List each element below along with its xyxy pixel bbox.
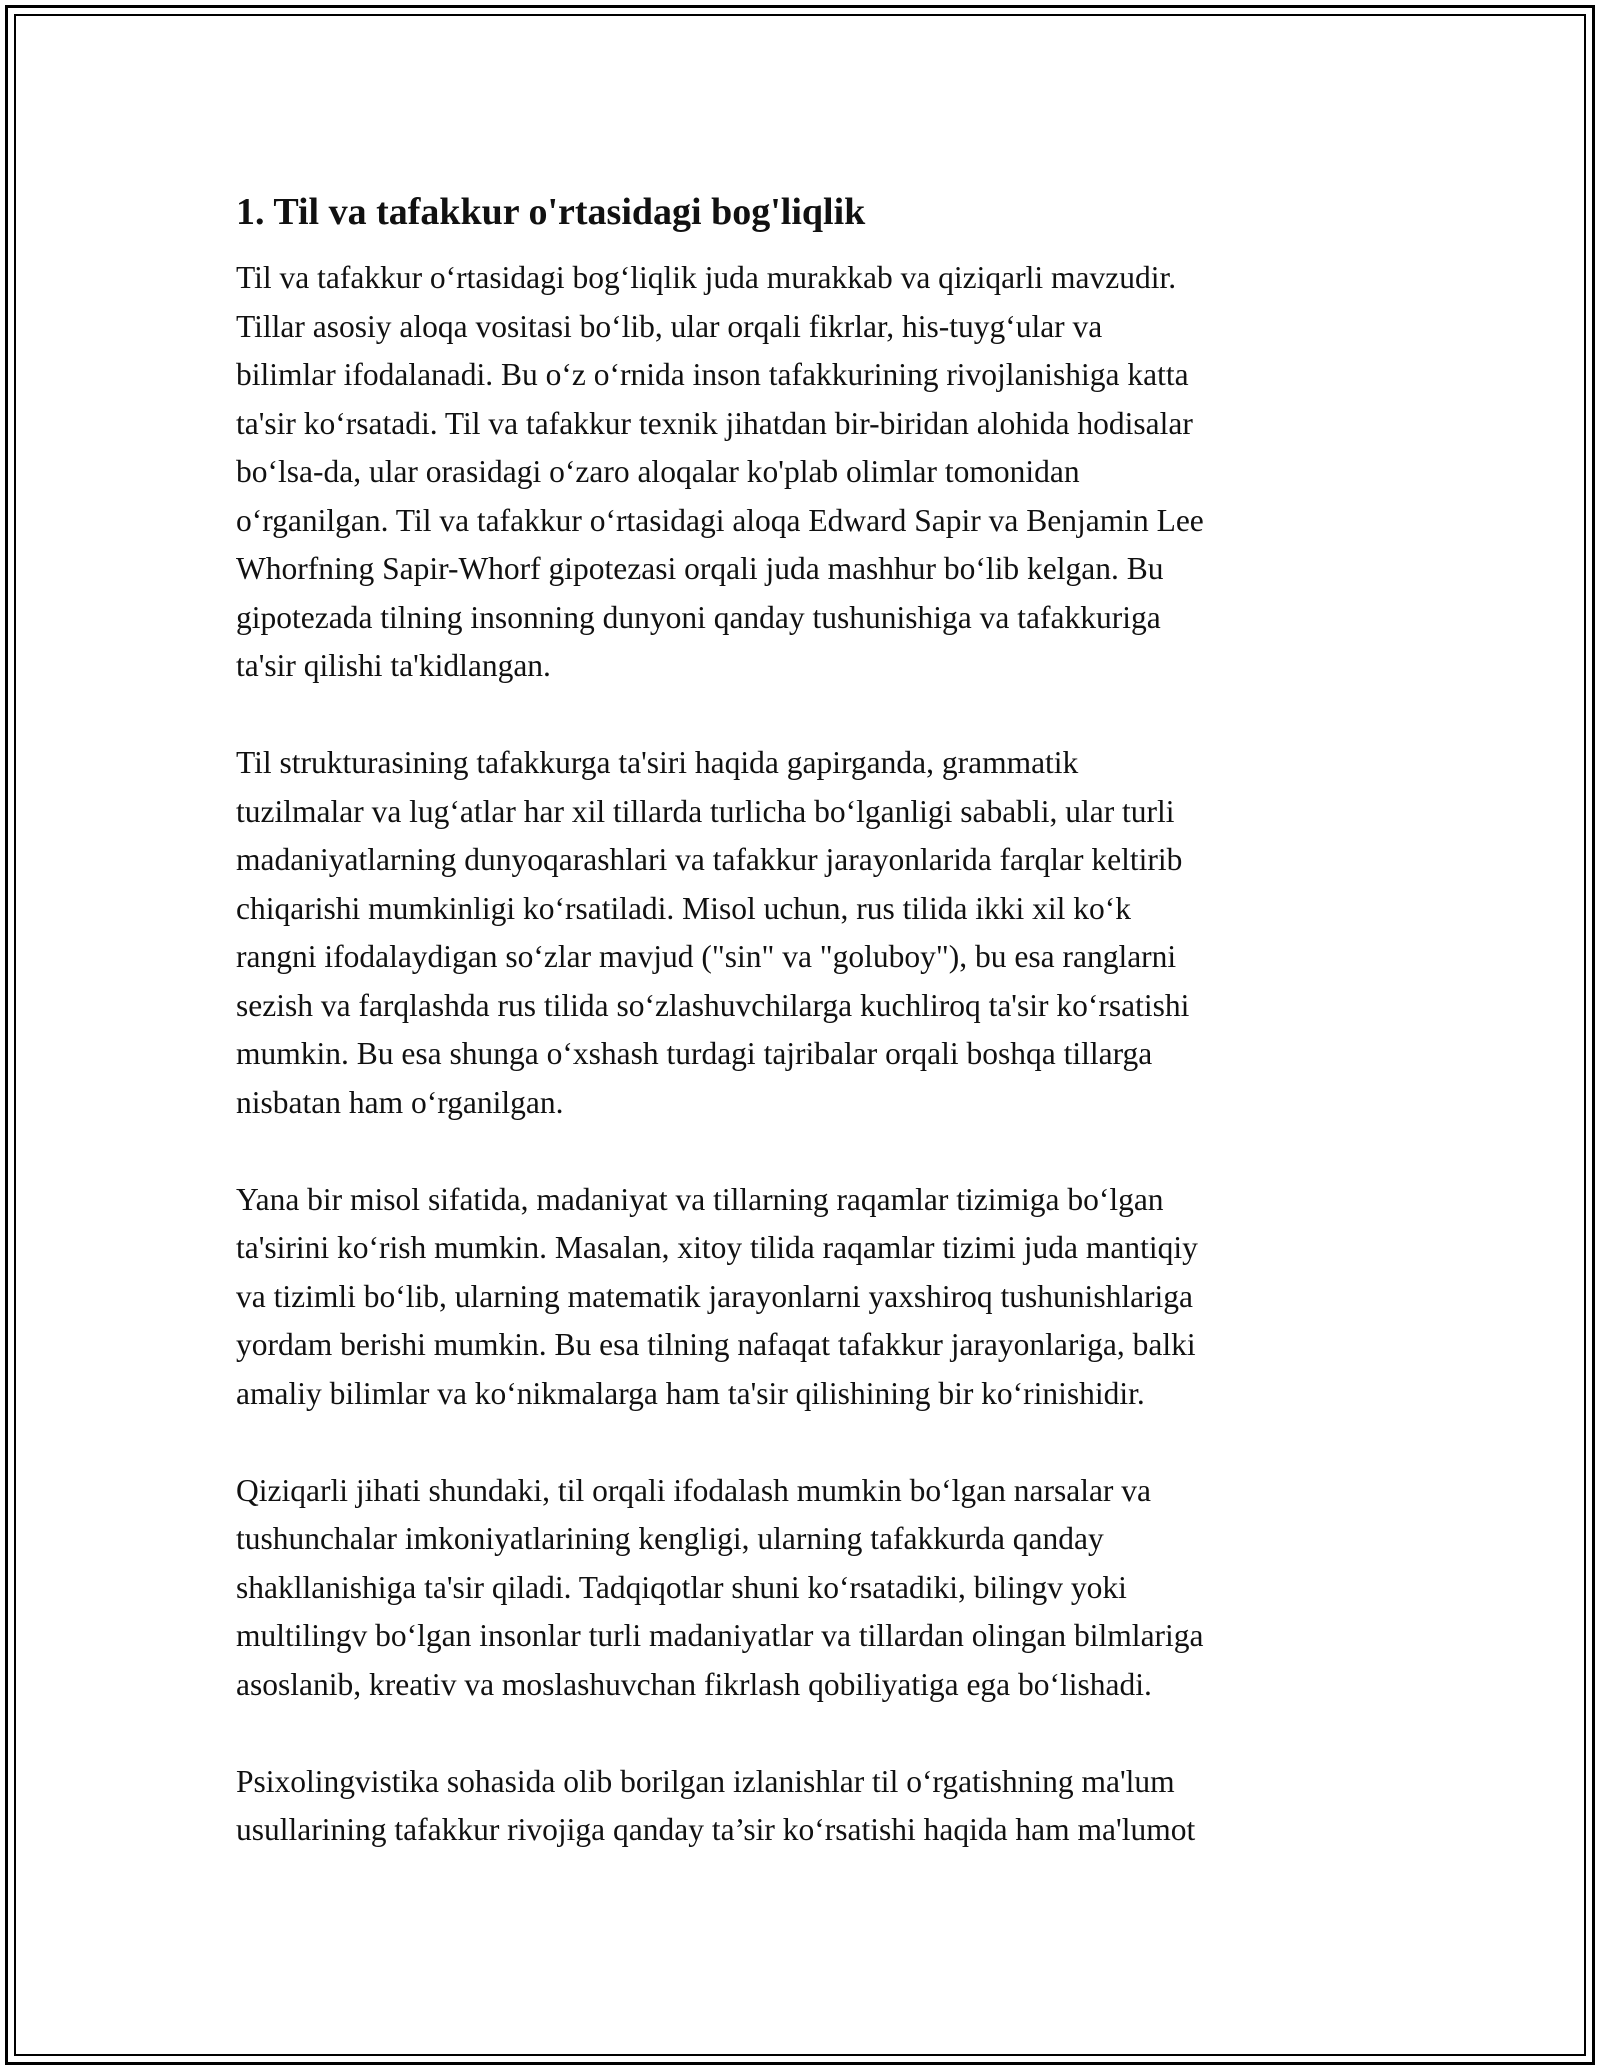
paragraph-1: Til va tafakkur o‘rtasidagi bog‘liqlik juda murakkab va qiziqarli mavzudir. Tillar asosiy aloqa vositasi bo‘lib, ular orqali fikrlar, his-tuyg‘ular va bilimlar ifodalanadi. Bu o‘z o‘rnida inson tafakkurining rivojlanishiga katta ta'sir ko‘rsatadi. Til va tafakkur texnik jihatdan bir-biridan alohida hodisalar bo‘lsa-da, ular orasidagi o‘zaro aloqalar ko'plab olimlar tomonidan o‘rganilgan. Til va tafakkur o‘rtasidagi aloqa Edward Sapir va Benjamin Lee Whorfning Sapir-Whorf gipotezasi orqali juda mashhur bo‘lib kelgan. Bu gipotezada tilning insonning dunyoni qanday tushunishiga va tafakkuriga ta'sir qilishi ta'kidlangan. — [236, 260, 1204, 683]
page-title: 1. Til va tafakkur o'rtasidagi bog'liqlik — [236, 191, 866, 233]
paragraph-3: Yana bir misol sifatida, madaniyat va tillarning raqamlar tizimiga bo‘lgan ta'sirini ko‘rish mumkin. Masalan, xitoy tilida raqamlar tizimi juda mantiqiy va tizimli bo‘lib, ularning matematik jarayonlarni yaxshiroq tushunishlariga yordam berishi mumkin. Bu esa tilning nafaqat tafakkur jarayonlariga, balki amaliy bilimlar va ko‘nikmalarga ham ta'sir qilishining bir ko‘rinishidir. — [236, 1181, 1198, 1411]
document-body — [236, 188, 1406, 1903]
paragraph-2: Til strukturasining tafakkurga ta'siri haqida gapirganda, grammatik tuzilmalar va lug‘atlar har xil tillarda turlicha bo‘lganligi sababli, ular turli madaniyatlarning dunyoqarashlari va tafakkur jarayonlarida farqlar keltirib chiqarishi mumkinligi ko‘rsatiladi. Misol uchun, rus tilida ikki xil ko‘k rangni ifodalaydigan so‘zlar mavjud ("sin" va "goluboy"), bu esa ranglarni sezish va farqlashda rus tilida so‘zlashuvchilarga kuchliroq ta'sir ko‘rsatishi mumkin. Bu esa shunga o‘xshash turdagi tajribalar orqali boshqa tillarga nisbatan ham o‘rganilgan. — [236, 745, 1190, 1120]
paragraph-4: Qiziqarli jihati shundaki, til orqali ifodalash mumkin bo‘lgan narsalar va tushunchalar imkoniyatlarining kengligi, ularning tafakkurda qanday shakllanishiga ta'sir qiladi. Tadqiqotlar shuni ko‘rsatadiki, bilingv yoki multilingv bo‘lgan insonlar turli madaniyatlar va tillardan olingan bilmlariga asoslanib, kreativ va moslashuvchan fikrlash qobiliyatiga ega bo‘lishadi. — [236, 1472, 1204, 1702]
paragraph-5: Psixolingvistika sohasida olib borilgan izlanishlar til o‘rgatishning ma'lum usullarining tafakkur rivojiga qanday ta’sir ko‘rsatishi haqida ham ma'lumot — [236, 1763, 1196, 1847]
